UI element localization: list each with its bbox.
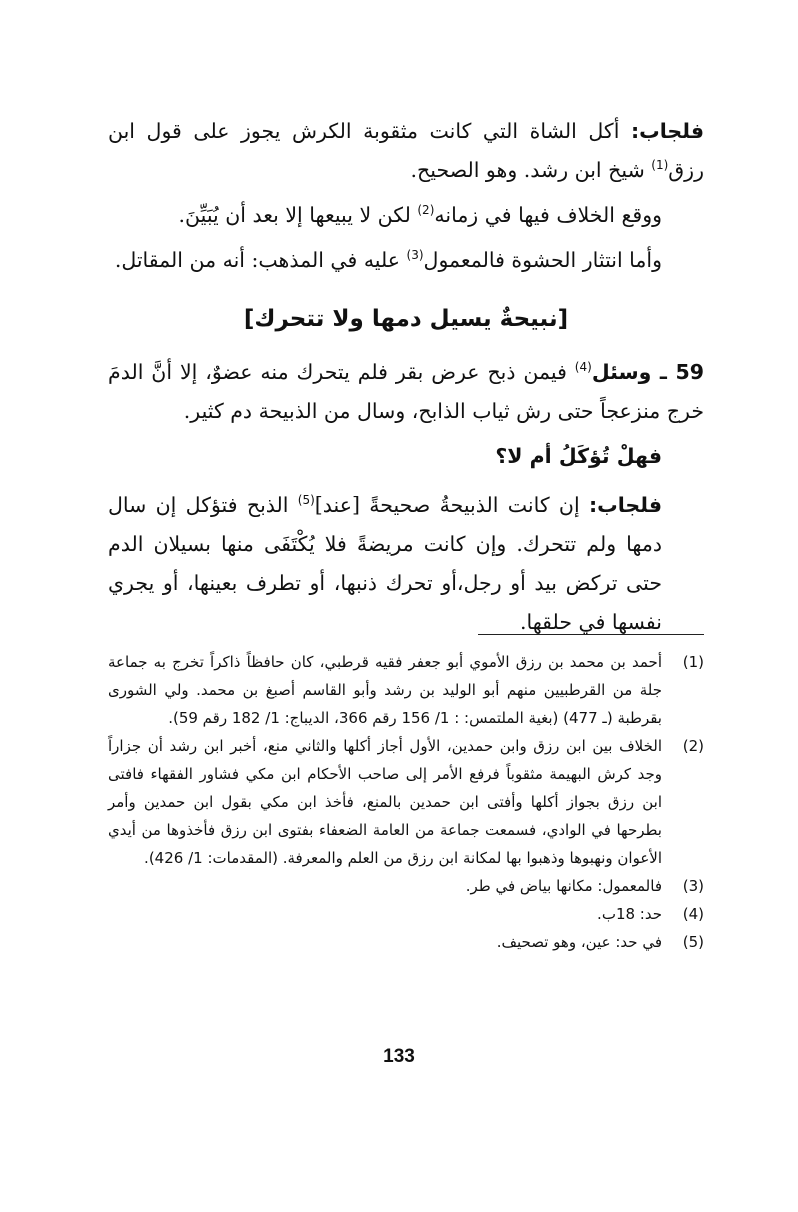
answer-label: فلجاب: (588, 493, 662, 517)
footnote-number: (1) (682, 653, 704, 671)
section-heading: [نبيحةٌ يسيل دمها ولا تتحرك] (243, 306, 569, 332)
main-text (108, 112, 704, 642)
footnote-text: فالمعمول: مكانها بياض في طر. (465, 877, 662, 895)
footnote-text: حد: 18ب. (597, 905, 662, 923)
paragraph-answer-2: فلجاب: إن كانت الذبيحةُ صحيحةً [عند]$^{(5)}$ الذبح فتؤكل إن سال دمها ولم تتحرك. وإن كانت مريضةً فلا يُكْتَفَى منها بسيلان الدم حتى تركض بيد أو رجل،أو تحرك ذنبها، أو تطرف بعينها، أو يجري نفسها في حلقها. (108, 493, 662, 634)
answer-label: فلجاب: (630, 119, 704, 143)
footnote-ref-5[interactable]: (5) (297, 493, 315, 508)
footnote-text: الخلاف بين ابن رزق وابن حمدين، الأول أجاز أكلها والثاني منع، أخبر ابن رشد أن جزاراً وجد كرش البهيمة مثقوباً فرفع الأمر إلى صاحب الأحكام ابن مكي فشاور الفقهاء فافتى ابن رزق بجواز أكلها وأفتى ابن حمدين بالمنع، فأخذ ابن مكي بقول ابن حمدين وأمر بطرحها في الوادي، فسمعت جماعة من العامة الضعفاء بفتوى ابن رزق فأخذوها من أيدي الأعوان ونهبوها وذهبوا بها لمكانة ابن رزق من العلم والمعرفة. (المقدمات: 1/ 426). (108, 737, 662, 867)
footnote-1 (108, 648, 704, 732)
footnote-ref-3[interactable]: (3) (406, 248, 424, 263)
question-label: 59 ـ وسئل (591, 360, 704, 384)
footnote-text: أحمد بن محمد بن رزق الأموي أبو جعفر فقيه قرطبي، كان حافظاً ذاكراً تخرج به جماعة جلة من القرطبيين منهم أبو الوليد بن رشد وأبو القاسم أصبغ بن محمد. ولي الشورى بقرطبة (ـ 477) (بغية الملتمس: : 1/ 156 رقم 366، الديباج: 1/ 182 رقم 59). (108, 653, 662, 727)
footnote-2 (108, 732, 704, 872)
footnote-ref-2[interactable]: (2) (417, 203, 435, 218)
footnotes (108, 648, 704, 956)
footnote-ref-4[interactable]: (4) (574, 360, 592, 375)
paragraph-dispute: ووقع الخلاف فيها في زمانه$^{(2)}$ لكن لا يبيعها إلا بعد أن يُبَيِّنَ. (178, 203, 662, 227)
footnote-ref-1[interactable]: (1) (651, 158, 669, 173)
paragraph-stuffing: وأما انتثار الحشوة فالمعمول$^{(3)}$ عليه في المذهب: أنه من المقاتل. (114, 248, 662, 272)
footnote-3 (108, 872, 704, 900)
paragraph-question-end: فهلْ تُؤكَلُ أم لا؟ (495, 444, 662, 468)
footnote-number: (2) (682, 737, 704, 755)
footnote-number: (4) (682, 905, 704, 923)
paragraph-question-59: 59 ـ وسئل$^{(4)}$ فيمن ذبح عرض بقر فلم يتحرك منه عضوٌ، إلا أنَّ الدمَ خرج منزعجاً حتى رش ثياب الذابح، وسال من الذبيحة دم كثير. (108, 360, 704, 423)
footnote-text: في حد: عين، وهو تصحيف. (496, 933, 662, 951)
footnote-5 (108, 928, 704, 956)
footnote-number: (5) (682, 933, 704, 951)
footnote-divider (478, 634, 704, 635)
paragraph-answer-1: فلجاب: أكل الشاة التي كانت مثقوبة الكرش يجوز على قول ابن رزق$^{(1)}$ شيخ ابن رشد. وهو الصحيح. (108, 119, 704, 182)
footnote-number: (3) (682, 877, 704, 895)
footnote-4 (108, 900, 704, 928)
page-number: 133 (383, 1046, 415, 1067)
